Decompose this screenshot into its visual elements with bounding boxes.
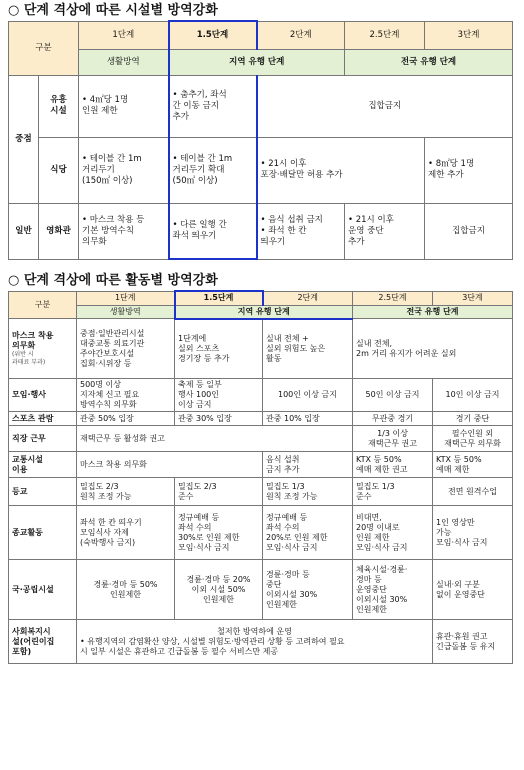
work-level-1-to-2: 재택근무 등 활성화 권고 (77, 426, 353, 452)
sports-level-3: 경기 중단 (433, 412, 513, 426)
section-2-title: ○ 단계 격상에 따른 활동별 방역강화 (8, 273, 218, 288)
row-transit-label: 교통시설 이용 (9, 452, 77, 478)
mask-level-1: 중점·일반관리시설 대중교통 의료기관 주야간보호시설 집회·시위장 등 (77, 319, 175, 379)
transit-level-2: 음식 섭취 금지 추가 (263, 452, 353, 478)
row-sikdang-label: 식당 (39, 137, 79, 203)
row-public-label: 국·공립시설 (9, 560, 77, 620)
header-level-1: 1단계 (79, 21, 169, 49)
header2-level-1-5: 1.5단계 (175, 291, 263, 305)
header-level-2: 2단계 (257, 21, 345, 49)
school-level-3: 전면 원격수업 (433, 478, 513, 506)
activity-table (8, 290, 513, 664)
row-welfare-label: 사회복지시 설(어린이집 포함) (9, 620, 77, 664)
public-level-2: 경륜·경마 등 중단 이외시설 30% 인원제한 (263, 560, 353, 620)
theme-regional: 지역 유행 단계 (169, 49, 345, 75)
header-level-2-5: 2.5단계 (345, 21, 425, 49)
public-level-2-5: 체육시설·경륜· 경마 등 운영중단 이외시설 30% 인원제한 (353, 560, 433, 620)
school-level-1-5: 밀집도 2/3 준수 (175, 478, 263, 506)
yuheung-level-1-5: • 춤추기, 좌석 간 이동 금지 추가 (169, 75, 257, 137)
moim-level-3: 10인 이상 금지 (433, 379, 513, 412)
row-group-ilban: 일반 (9, 203, 39, 259)
row-work-label: 직장 근무 (9, 426, 77, 452)
mask-level-2-5-3: 실내 전체, 2m 거리 유지가 어려운 실외 (353, 319, 513, 379)
religion-level-1: 좌석 한 칸 띄우기 모임식사 자제 (숙박행사 금지) (77, 506, 175, 560)
yeonghwagwan-level-1: • 마스크 착용 등 기본 방역수칙 의무화 (79, 203, 169, 259)
school-level-2-5: 밀집도 1/3 준수 (353, 478, 433, 506)
mask-penalty-note: (위반 시 과태료 부과) (12, 350, 46, 366)
sports-level-1-5: 관중 30% 입장 (175, 412, 263, 426)
sikdang-level-3: • 8㎡당 1명 제한 추가 (425, 137, 513, 203)
school-level-2: 밀집도 1/3 원칙 조정 가능 (263, 478, 353, 506)
sikdang-level-1: • 테이블 간 1m 거리두기 (150㎡ 이상) (79, 137, 169, 203)
header-level-1-5: 1.5단계 (169, 21, 257, 49)
religion-level-3: 1인 영상만 가능 모임·식사 금지 (433, 506, 513, 560)
sports-level-1: 관중 50% 입장 (77, 412, 175, 426)
moim-level-2-5: 50인 이상 금지 (353, 379, 433, 412)
work-level-3: 필수인원 외 재택근무 의무화 (433, 426, 513, 452)
transit-level-1-1-5: 마스크 착용 의무화 (77, 452, 263, 478)
yeonghwagwan-level-1-5: • 다른 일행 간 좌석 띄우기 (169, 203, 257, 259)
sports-level-2: 관중 10% 입장 (263, 412, 353, 426)
public-level-1: 경륜·경마 등 50% 인원제한 (77, 560, 175, 620)
yeonghwagwan-level-3: 집합금지 (425, 203, 513, 259)
religion-level-2: 정규예배 등 좌석 수의 20%로 인원 제한 모임·식사 금지 (263, 506, 353, 560)
school-level-1: 밀집도 2/3 원칙 조정 가능 (77, 478, 175, 506)
row-mask-label (9, 319, 77, 379)
section-2 (0, 272, 524, 664)
welfare-level-1-to-2-5 (77, 620, 433, 664)
yuheung-level-2-to-3: 집합금지 (257, 75, 513, 137)
moim-level-2: 100인 이상 금지 (263, 379, 353, 412)
theme-daily: 생활방역 (79, 49, 169, 75)
mask-level-2: 실내 전체 + 실외 위험도 높은 활동 (263, 319, 353, 379)
religion-level-2-5: 비대면, 20명 이내로 인원 제한 모임·식사 금지 (353, 506, 433, 560)
public-level-3: 실내·외 구분 없이 운영중단 (433, 560, 513, 620)
yuheung-level-1: • 4㎡당 1명 인원 제한 (79, 75, 169, 137)
yeonghwagwan-level-2: • 음식 섭취 금지 • 좌석 한 칸 띄우기 (257, 203, 345, 259)
header-gubun: 구분 (9, 21, 79, 75)
welfare-note: • 유행지역의 감염확산 양상, 시설별 위험도·방역관리 상황 등 고려하여 필요 시 일부 시설은 휴관하고 긴급돌봄 등 필수 서비스만 제공 (80, 636, 345, 656)
transit-level-2-5: KTX 등 50% 예매 제한 권고 (353, 452, 433, 478)
sports-level-2-5: 무관중 경기 (353, 412, 433, 426)
header2-level-2-5: 2.5단계 (353, 291, 433, 305)
moim-level-1-5: 축제 등 일부 행사 100인 이상 금지 (175, 379, 263, 412)
row-moim-label: 모임·행사 (9, 379, 77, 412)
section-1-title: ○ 단계 격상에 따른 시설별 방역강화 (8, 3, 218, 18)
header-gubun-2: 구분 (9, 291, 77, 319)
sikdang-level-1-5: • 테이블 간 1m 거리두기 확대 (50㎡ 이상) (169, 137, 257, 203)
welfare-head: 철저한 방역하에 운영 (217, 626, 292, 636)
row-sports-label: 스포츠 관람 (9, 412, 77, 426)
theme-national: 전국 유행 단계 (345, 49, 513, 75)
facility-table (8, 20, 513, 260)
sikdang-level-2: • 21시 이후 포장·배달만 허용 추가 (257, 137, 425, 203)
header2-level-3: 3단계 (433, 291, 513, 305)
row-religion-label: 종교활동 (9, 506, 77, 560)
welfare-level-3: 휴관·휴원 권고 긴급돌봄 등 유지 (433, 620, 513, 664)
theme2-daily: 생활방역 (77, 305, 175, 319)
row-yuheung-label: 유흥 시설 (39, 75, 79, 137)
header2-level-2: 2단계 (263, 291, 353, 305)
transit-level-3: KTX 등 50% 예매 제한 (433, 452, 513, 478)
mask-level-1-5: 1단계에 실외 스포츠 경기장 등 추가 (175, 319, 263, 379)
mask-label-text: 마스크 착용 의무화 (12, 330, 54, 350)
section-1 (0, 2, 524, 260)
theme2-national: 전국 유행 단계 (353, 305, 513, 319)
header-level-3: 3단계 (425, 21, 513, 49)
moim-level-1: 500명 이상 지자체 신고 필요 방역수칙 의무화 (77, 379, 175, 412)
row-group-jungjeom: 중점 (9, 75, 39, 203)
religion-level-1-5: 정규예배 등 좌석 수의 30%로 인원 제한 모임·식사 금지 (175, 506, 263, 560)
yeonghwagwan-level-2-5: • 21시 이후 운영 중단 추가 (345, 203, 425, 259)
public-level-1-5: 경륜·경마 등 20% 이외 시설 50% 인원제한 (175, 560, 263, 620)
theme2-regional: 지역 유행 단계 (175, 305, 353, 319)
row-yeonghwagwan-label: 영화관 (39, 203, 79, 259)
header2-level-1: 1단계 (77, 291, 175, 305)
row-school-label: 등교 (9, 478, 77, 506)
work-level-2-5: 1/3 이상 재택근무 권고 (353, 426, 433, 452)
